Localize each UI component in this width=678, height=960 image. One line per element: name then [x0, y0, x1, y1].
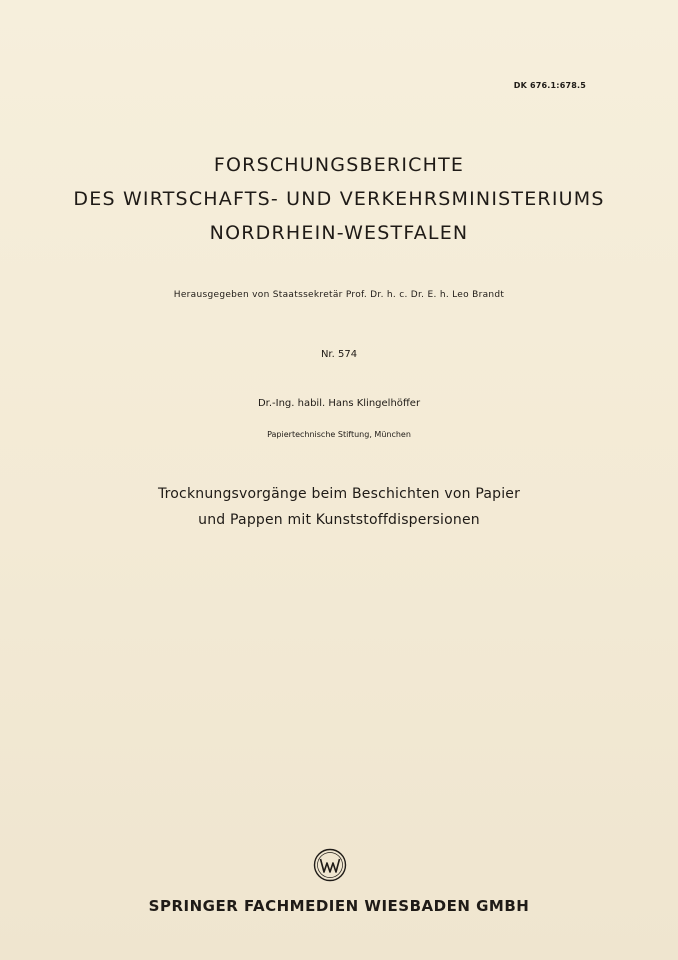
series-title-line-2: DES WIRTSCHAFTS- UND VERKEHRSMINISTERIUMS [73, 188, 605, 210]
series-title-line-1: FORSCHUNGSBERICHTE [213, 154, 465, 176]
book-title-line-2: und Pappen mit Kunststoffdispersionen [198, 512, 480, 528]
author-affiliation: Papiertechnische Stiftung, München [267, 430, 411, 439]
series-title-line-3: NORDRHEIN-WESTFALEN [209, 222, 469, 244]
editor-line: Herausgegeben von Staatssekretär Prof. Dr. h. c. Dr. E. h. Leo Brandt [173, 290, 505, 300]
book-title-line-1: Trocknungsvorgänge beim Beschichten von Papier [157, 486, 521, 502]
report-number: Nr. 574 [320, 349, 358, 360]
publisher-logo-icon [313, 848, 347, 882]
classification-code: DK 676.1:678.5 [513, 81, 586, 90]
author-name: Dr.-Ing. habil. Hans Klingelhöffer [257, 398, 421, 409]
publisher-name: SPRINGER FACHMEDIEN WIESBADEN GMBH [148, 897, 530, 915]
